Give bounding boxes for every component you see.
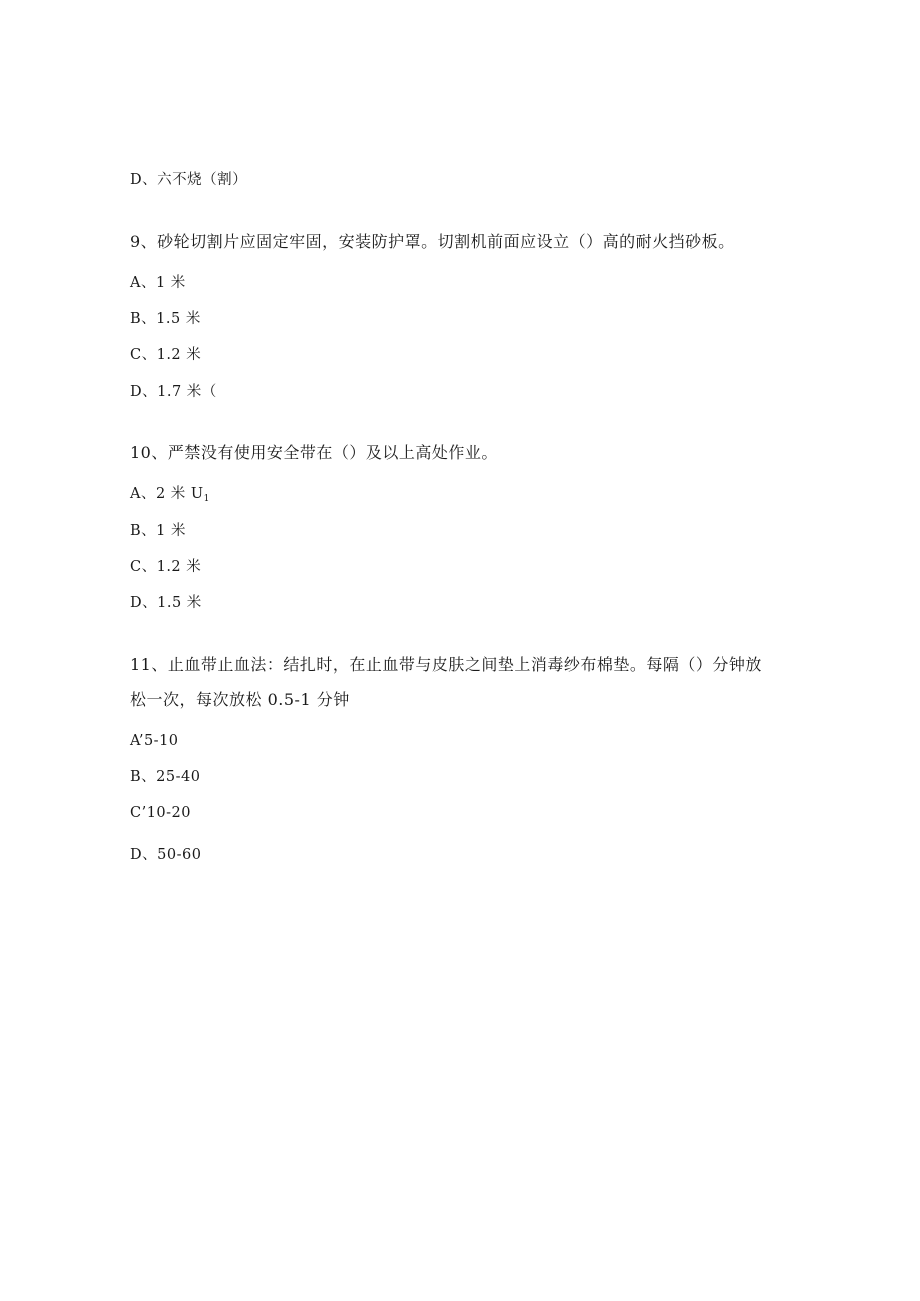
question-9-option-d: D、1.7 米（ <box>130 384 217 400</box>
question-11-option-c: C’10-20 <box>130 805 192 821</box>
question-9-text: 9、砂轮切割片应固定牢固，安装防护罩。切割机前面应设立（）高的耐火挡砂板。 <box>130 232 735 251</box>
question-10-option-c: C、1.2 米 <box>130 559 202 575</box>
question-10-text: 10、严禁没有使用安全带在（）及以上高处作业。 <box>130 443 498 462</box>
option-d-carryover: D、六不烧（割） <box>130 172 248 188</box>
question-9-option-a: A、1 米 <box>130 275 186 291</box>
question-9-option-b: B、1.5 米 <box>130 311 201 327</box>
question-11-option-d: D、50-60 <box>130 847 202 863</box>
option-a-text: A、2 米 U <box>130 486 204 502</box>
question-10-option-b: B、1 米 <box>130 523 186 539</box>
question-11-option-a: A’5-10 <box>130 733 179 749</box>
question-11-text-line-1: 11、止血带止血法：结扎时，在止血带与皮肤之间垫上消毒纱布棉垫。每隔（）分钟放 <box>130 655 762 674</box>
question-10-option-a <box>130 487 210 504</box>
subscript: 1 <box>203 494 210 504</box>
question-10-option-d: D、1.5 米 <box>130 595 202 611</box>
question-9-option-c: C、1.2 米 <box>130 347 202 363</box>
question-11-option-b: B、25-40 <box>130 769 201 785</box>
question-11-text-line-2: 松一次，每次放松 0.5-1 分钟 <box>130 690 350 709</box>
